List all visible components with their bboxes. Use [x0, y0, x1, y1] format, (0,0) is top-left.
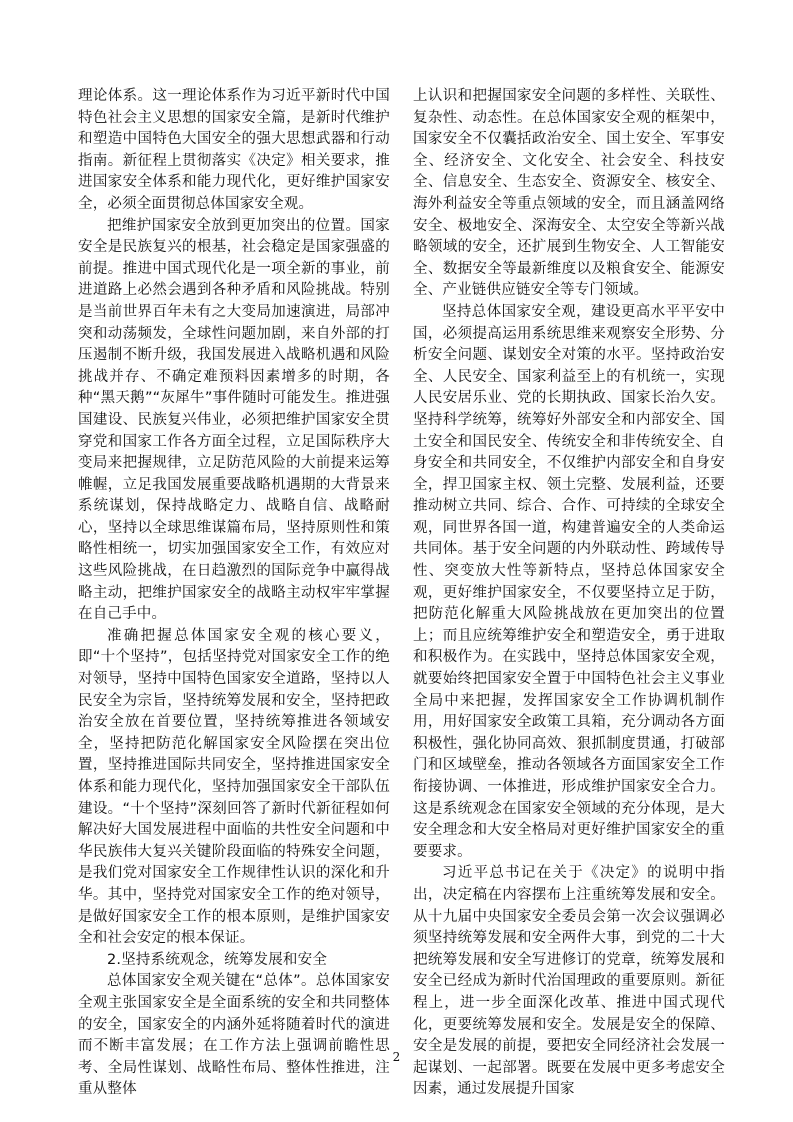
right-column [413, 86, 725, 1101]
paragraph: 把维护国家安全放到更加突出的位置。国家安全是民族复兴的根基，社会稳定是国家强盛的前提。推进中国式现代化是一项全新的事业，前进道路上必然会遇到各种矛盾和风险挑战。特别是当前世界百年未有之大变局加速演进，局部冲突和动荡频发，全球性问题加剧，来自外部的打压遏制不断升级，我国发展进入战略机遇和风险挑战并存、不确定难预料因素增多的时期，各种“黑天鹅”“灰犀牛”事件随时可能发生。推进强国建设、民族复兴伟业，必须把维护国家安全贯穿党和国家工作各方面全过程，立足国际秩序大变局来把握规律，立足防范风险的大前提来运筹帷幄，立足我国发展重要战略机遇期的大背景来系统谋划，保持战略定力、战略自信、战略耐心，坚持以全球思维谋篇布局，坚持原则性和策略性相统一，切实加强国家安全工作，有效应对这些风险挑战，在日趋激烈的国际竞争中赢得战略主动，把维护国家安全的战略主动权牢牢掌握在自己手中。 [78, 217, 390, 623]
paragraph: 准确把握总体国家安全观的核心要义，即“十个坚持”，包括坚持党对国家安全工作的绝对领导，坚持中国特色国家安全道路，坚持以人民安全为宗旨，坚持统筹发展和安全，坚持把政治安全放在首要位置，坚持统筹推进各领域安全，坚持把防范化解国家安全风险摆在突出位置，坚持推进国际共同安全，坚持推进国家安全体系和能力现代化，坚持加强国家安全干部队伍建设。“十个坚持”深刻回答了新时代新征程如何解决好大国发展进程中面临的共性安全问题和中华民族伟大复兴关键阶段面临的特殊安全问题，是我们党对国家安全工作规律性认识的深化和升华。其中，坚持党对国家安全工作的绝对领导，是做好国家安全工作的根本原则，是维护国家安全和社会安定的根本保证。 [78, 627, 390, 947]
paragraph: 理论体系。这一理论体系作为习近平新时代中国特色社会主义思想的国家安全篇，是新时代维护和塑造中国特色大国安全的强大思想武器和行动指南。新征程上贯彻落实《决定》相关要求，推进国家安全体系和能力现代化，更好维护国家安全，必须全面贯彻总体国家安全观。 [78, 88, 390, 212]
left-column [78, 86, 390, 1101]
paragraph: 上认识和把握国家安全问题的多样性、关联性、复杂性、动态性。在总体国家安全观的框架中，国家安全不仅囊括政治安全、国土安全、军事安全、经济安全、文化安全、社会安全、科技安全、信息安全、生态安全、资源安全、核安全、海外利益安全等重点领域的安全，而且涵盖网络安全、极地安全、深海安全、太空安全等新兴战略领域的安全，还扩展到生物安全、人工智能安全、数据安全等最新维度以及粮食安全、能源安全、产业链供应链安全等专门领域。 [413, 88, 725, 299]
section-heading: 2.坚持系统观念，统筹发展和安全 [107, 951, 328, 968]
page-number: 2 [392, 1050, 401, 1064]
paragraph: 总体国家安全观关键在“总体”。总体国家安全观主张国家安全是全面系统的安全和共同整体的安全，国家安全的内涵外延将随着时代的演进而不断丰富发展；在工作方法上强调前瞻性思考、全局性谋划、战略性布局、整体性推进，注重从整体 [78, 973, 390, 1098]
paragraph: 习近平总书记在关于《决定》的说明中指出，决定稿在内容摆布上注重统筹发展和安全。从十九届中央国家安全委员会第一次会议强调必须坚持统筹发展和安全两件大事，到党的二十大把统筹发展和安全写进修订的党章，统筹发展和安全已经成为新时代治国理政的重要原则。新征程上，进一步全面深化改革、推进中国式现代化，更要统筹发展和安全。发展是安全的保障、安全是发展的前提，要把安全同经济社会发展一起谋划、一起部署。既要在发展中更多考虑安全因素，通过发展提升国家 [413, 865, 725, 1098]
paragraph: 坚持总体国家安全观，建设更高水平平安中国，必须提高运用系统思维来观察安全形势、分析安全问题、谋划安全对策的水平。坚持政治安全、人民安全、国家利益至上的有机统一，实现人民安居乐业、党的长期执政、国家长治久安。坚持科学统筹，统筹好外部安全和内部安全、国土安全和国民安全、传统安全和非传统安全、自身安全和共同安全，不仅维护内部安全和自身安全，捍卫国家主权、领土完整、发展利益，还要推动树立共同、综合、合作、可持续的全球安全观，同世界各国一道，构建普遍安全的人类命运共同体。基于安全问题的内外联动性、跨域传导性、突变放大性等新特点，坚持总体国家安全观，更好维护国家安全，不仅要坚持立足于防，把防范化解重大风险挑战放在更加突出的位置上；而且应统筹维护安全和塑造安全，勇于进取和积极作为。在实践中，坚持总体国家安全观，就要始终把国家安全置于中国特色社会主义事业全局中来把握，发挥国家安全工作协调机制作用，用好国家安全政策工具箱，充分调动各方面积极性，强化协同高效、狠抓制度贯通，打破部门和区域壁垒，推动各领域各方面国家安全工作衔接协调、一体推进，形成维护国家安全合力。这是系统观念在国家安全领域的充分体现，是大安全理念和大安全格局对更好维护国家安全的重要要求。 [413, 303, 725, 860]
